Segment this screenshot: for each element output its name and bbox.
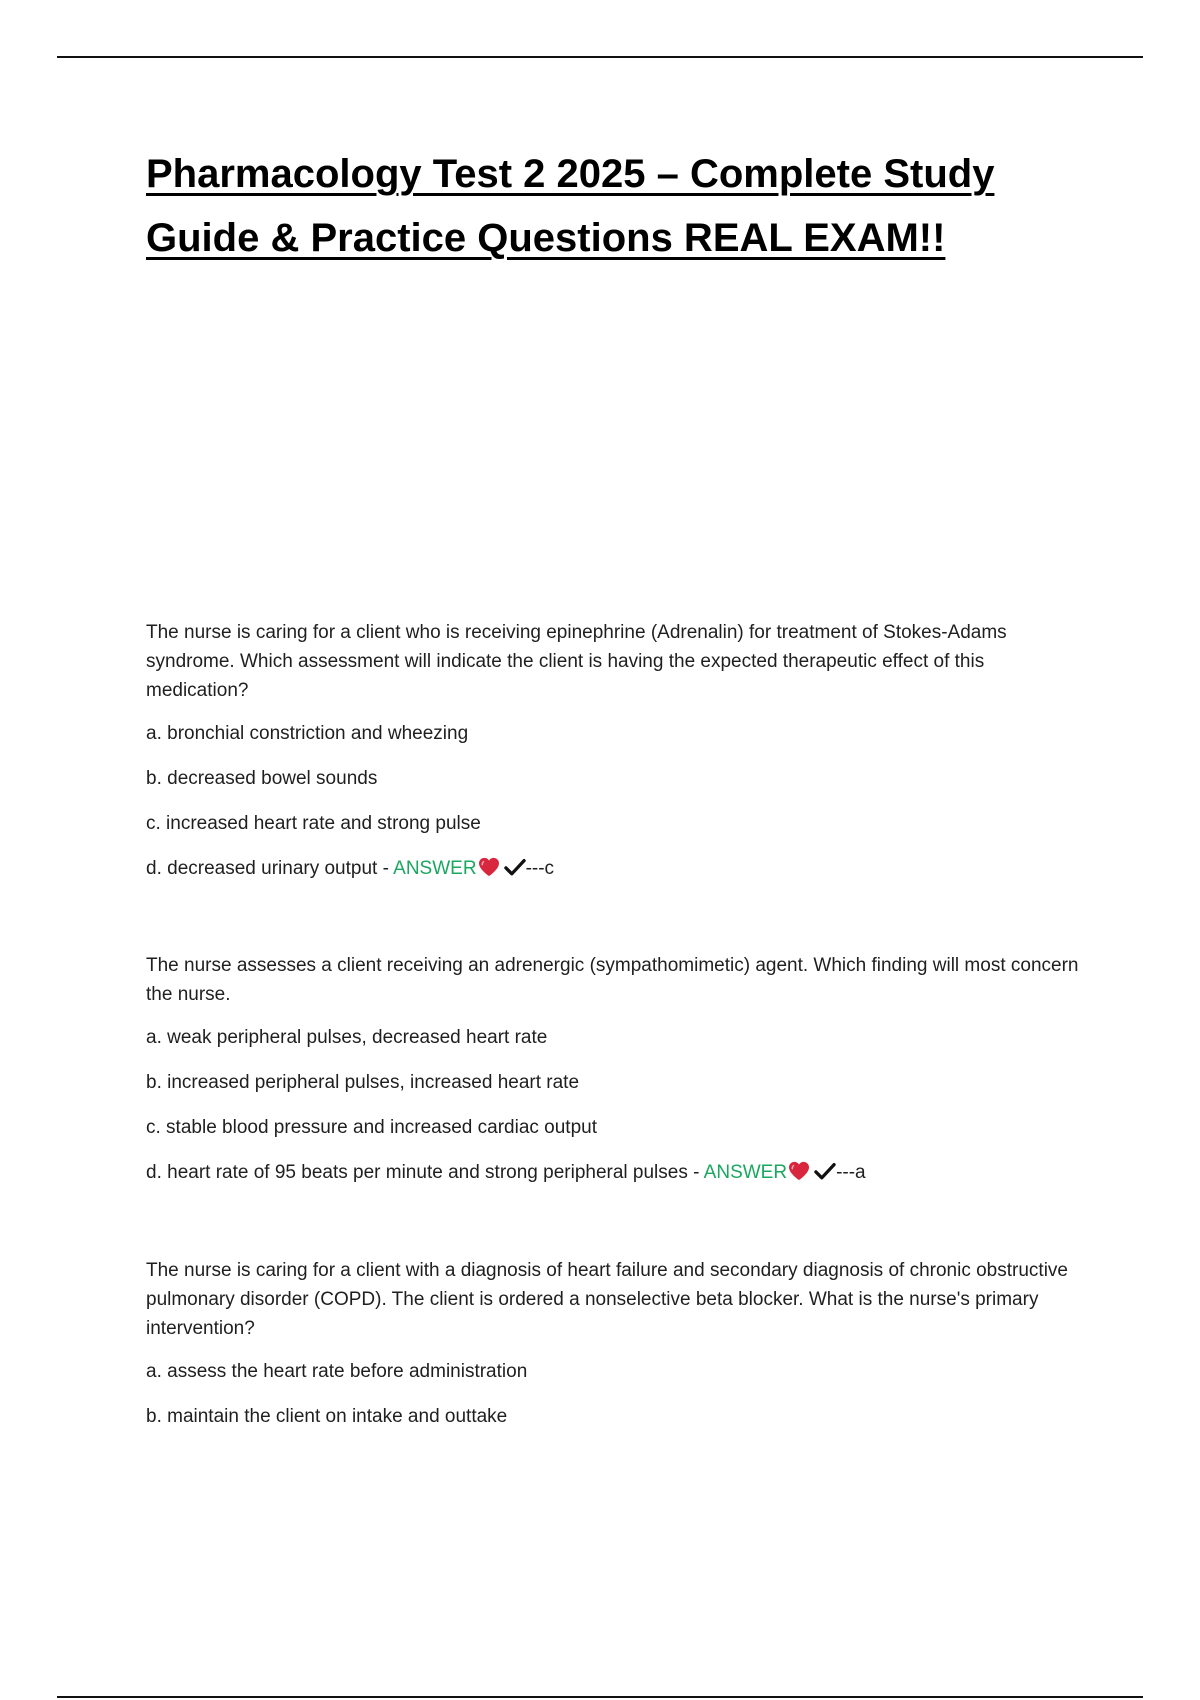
option-a: a. weak peripheral pulses, decreased heart rate — [146, 1027, 548, 1048]
option-d: d. decreased urinary output - — [146, 858, 394, 879]
answer-value: ---c — [525, 858, 555, 879]
bottom-divider — [57, 1696, 1143, 1698]
option-a: a. bronchial constriction and wheezing — [146, 723, 469, 744]
question-1 — [146, 618, 1086, 899]
question-2 — [146, 951, 1086, 1203]
question-3 — [146, 1256, 1086, 1447]
question-stem: The nurse assesses a client receiving an adrenergic (sympathomimetic) agent. Which finding will most concern the nurse. — [146, 955, 1079, 1005]
option-b: b. decreased bowel sounds — [146, 768, 378, 789]
check-mark-icon — [814, 1161, 836, 1181]
document-title: Pharmacology Test 2 2025 – Complete Study Guide & Practice Questions REAL EXAM!! — [146, 152, 995, 260]
top-divider — [57, 56, 1143, 58]
check-mark-icon — [504, 857, 526, 877]
answer-label: ANSWER — [393, 858, 477, 879]
option-a: a. assess the heart rate before administration — [146, 1361, 528, 1382]
option-c: c. stable blood pressure and increased cardiac output — [146, 1117, 597, 1138]
option-c: c. increased heart rate and strong pulse — [146, 813, 481, 834]
answer-value: ---a — [836, 1162, 866, 1183]
option-d: d. heart rate of 95 beats per minute and strong peripheral pulses - — [146, 1162, 704, 1183]
red-heart-icon — [478, 857, 500, 877]
option-b: b. increased peripheral pulses, increased heart rate — [146, 1072, 580, 1093]
question-stem: The nurse is caring for a client who is receiving epinephrine (Adrenalin) for treatment of Stokes-Adams syndrome. Which assessment will indicate the client is having the expected therapeutic effect of this medication? — [146, 622, 1007, 701]
answer-label: ANSWER — [703, 1162, 788, 1183]
option-d-with-answer — [146, 1158, 1086, 1203]
question-stem: The nurse is caring for a client with a diagnosis of heart failure and secondary diagnosis of chronic obstructive pulmonary disorder (COPD). The client is ordered a nonselective beta blocker. What is the nurse's primary intervention? — [146, 1260, 1068, 1339]
option-b: b. maintain the client on intake and outtake — [146, 1406, 508, 1427]
option-d-with-answer — [146, 854, 1086, 899]
red-heart-icon — [788, 1161, 810, 1181]
